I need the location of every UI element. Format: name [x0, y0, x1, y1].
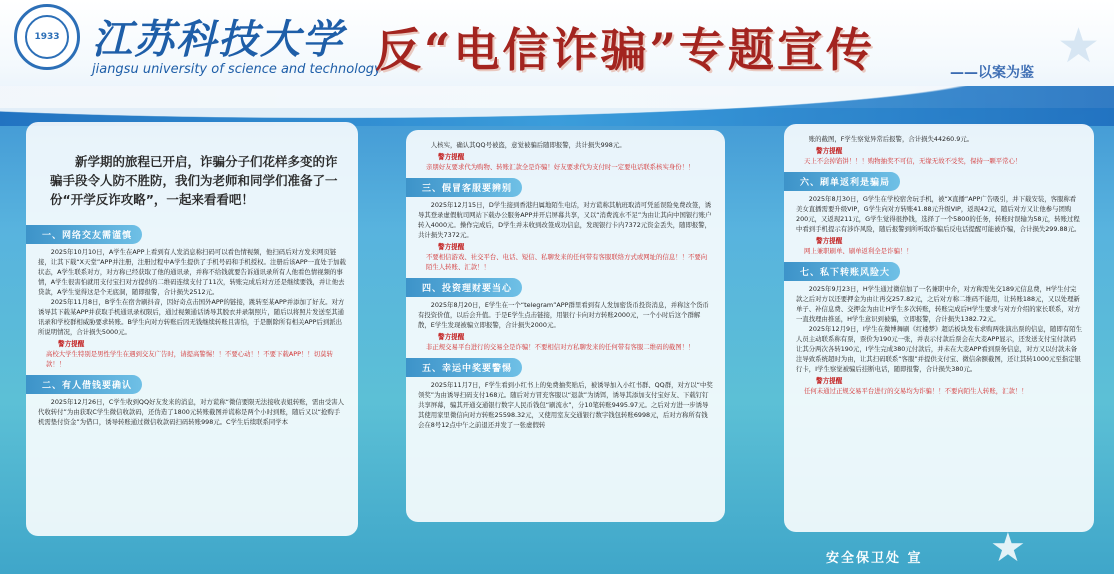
case-text: 2025年8月20日，E学生在一个“telegram”APP群里看到有人发加密货币投资消息，并称这个货币有投资价值，以后会升值。于是E学生点击链接，用银行卡向对方转账2000元，一个小时后这个群解散，E学生发现被骗立即报警，合计损失2000元。 [418, 301, 710, 329]
police-reminder-heading: 警方提醒 [816, 237, 843, 245]
logo-year: 1933 [34, 32, 60, 42]
header-wave [0, 86, 1114, 126]
page-title: 反“电信诈骗”专题宣传 [375, 23, 875, 77]
section-heading-3: 三、假冒客服要辨别 [406, 178, 522, 197]
case-text: 2025年10月10日，A学生在APP上看到有人发消息称扫码可以看色情视频，他扫码后对方发来网页链接，让其下载“X天堂”APP并注册，注册过程中A学生提供了手机号码和手机授权。注册后该APP一直处于加载状态，A学生联系对方，对方称已经获取了他的通讯录，并称不给钱就要告诉通讯录所有人他看色情视频的事情，A学生很害怕就用支付宝扫对方提供的二维码连续支付了11次，转账完成后对方还是继续要钱，并让他去贷款，A学生觉得这是个无底洞，随即报警，合计损失2512元。 [38, 248, 346, 296]
footer-organization: 安全保卫处 宣 [826, 551, 923, 566]
section-heading-2: 二、有人借钱要确认 [26, 375, 142, 394]
case-text: 2025年11月7日，F学生看到小红书上的免费抽奖贴后，被诱导加入小红书群、QQ群，对方以“中奖领奖”为由诱导扫码支付168元。随后对方冒充客服以“退款”为诱饵，诱导其添加支付宝好友、下载钉钉共享屏幕，骗其开通交通银行数字人民币钱包“刷流水”，分10笔转账9495.97元。之后对方进一步诱导其使用家里微信向对方转账25598.32元，又使用室友交通银行数字钱包转账6998元，后对方称所有钱会在8号12点中午之前退还并发了一张虚假转 [418, 381, 713, 429]
section-heading-7: 七、私下转账风险大 [784, 262, 900, 281]
university-logo-icon [14, 4, 80, 70]
police-reminder-text: 任何未通过正规交易平台进行的交易均为诈骗！！不要向陌生人转账，汇款！！ [804, 387, 1028, 395]
section-heading-4: 四、投资理财要当心 [406, 278, 522, 297]
section-heading-1: 一、网络交友需谨慎 [26, 225, 142, 244]
panel-middle [406, 130, 725, 522]
police-reminder-heading: 警方提醒 [816, 377, 843, 385]
case-text: 2025年12月15日，D学生接到香港归属地陌生电话，对方谎称其航班取消可凭延误险免费改签，诱导其登录虚假航司网站下载办公服务APP并开启屏幕共享，又以“消费流水不足”为由让其向中国银行账户转入4000元。操作完成后，D学生并未收到改签成功信息，发现银行卡内7372元资金丢失，随即报警，共计损失7372元。 [418, 201, 712, 239]
case-text: 2025年9月23日，H学生通过微信加了一名兼职中介，对方称需先交189元信息费，H学生付完款之后对方以还要押金为由让再交257.82元，之后对方称二维码不能用，让转账188元，又以处理新单子、补信息费、交押金为由让H学生多次转账，转账完成后H学生要求与对方介绍的家长联系，对方一直找理由推延，H学生意识到被骗，立即报警，合计损失1382.72元。 [796, 285, 1081, 323]
panel-right [784, 124, 1094, 532]
police-reminder-text: 亲朋好友要求代为购物、转账汇款全是诈骗！好友要求代为支付时一定要电话联系核实身份！！ [426, 163, 695, 171]
star-icon: ★ [1056, 18, 1100, 74]
case-text: 2025年12月9日，I学生在微博舞刷《红楼梦》超话板块发布求购两张演出票的信息，随即有陌生人员主动联系称有票，票价为190元一张，并表示付款后票会在大麦APP显示，还发送支付宝付款码让其分两次各转190元，I学生完成380元付款后，并未在大麦APP看到票务信息，对方又以付款未备注导致系统超时为由，让其扫码联系“客服”并提供支付宝、微信余额截图，还让其转1000元至指定银行卡，I学生察觉被骗后挂断电话，随即报警，合计损失380元。 [796, 325, 1082, 373]
university-name-cn: 江苏科技大学 [92, 16, 344, 63]
panel-left [26, 122, 358, 536]
case-text: 2025年12月26日，C学生收到QQ好友发来的消息，对方谎称“微信要限无法接收表姐转账，需由受害人代收转付”为由获取C学生微信收款码，还伪造了1800元转账截图并谎称是两个小时到账，随后又以“抢购手机需垫付资金”为借口，诱导转账通过微信收款码扫码转账998元。C学生后续联系同学本 [38, 398, 344, 426]
case-text: 2025年11月8日，B学生在宿舍刷抖音，因好奇点击国外APP的链接，跳转至某APP并添加了好友。对方诱导其下载某APP并获取手机通讯录权限后，通过视频通话诱导其脱衣并录制照片，随后以将照片发送至其通讯录和学校群相威胁要求转账。B学生向对方转账后因无钱继续转账且害怕，于是删除所有相关APP后到派出所说明情况，合计损失5000元。 [38, 298, 345, 336]
section-heading-6: 六、刷单返利是骗局 [784, 172, 900, 191]
section-heading-5: 五、幸运中奖要警惕 [406, 358, 522, 377]
star-icon: ★ [990, 525, 1026, 571]
police-reminder-text: 非正规交易平台进行的交易全是诈骗！不要相信对方私聊发来的任何带有客服二维码的截图！！ [426, 343, 695, 351]
police-reminder-text: 天上不会掉馅饼！！！购物抽奖不可信，无缘无故不受奖，保持一颗平常心！ [804, 157, 1022, 165]
police-reminder-heading: 警方提醒 [58, 340, 85, 348]
intro-text: 新学期的旅程已开启，诈骗分子们花样多变的诈骗手段令人防不胜防，我们为老师和同学们准备了一份“开学反诈攻略”，一起来看看吧！ [50, 154, 338, 207]
university-name-en: jiangsu university of science and technology [92, 62, 382, 77]
police-reminder-heading: 警方提醒 [816, 147, 843, 155]
case-text: 人核实，确认其QQ号被盗，意觉被骗后随即报警，共计损失998元。 [430, 141, 626, 149]
page-subtitle: ——以案为鉴 [950, 65, 1034, 81]
police-reminder-text: 不要相信游戏、社交平台、电话、短信、私聊发来的任何带有客服联络方式或网址的信息！！不要向陌生人转账、汇款！！ [426, 253, 708, 271]
police-reminder-heading: 警方提醒 [438, 333, 465, 341]
police-reminder-text: 高校大学生特别是男性学生在遇到交友广告时，请提高警惕！！不要心动！！不要下载APP！！切莫转款！！ [46, 350, 333, 368]
logo-inner-ring [25, 15, 69, 59]
police-reminder-heading: 警方提醒 [438, 153, 465, 161]
police-reminder-heading: 警方提醒 [438, 243, 465, 251]
case-text: 账的截图，F学生察觉异常后报警，合计损失44260.9元。 [808, 135, 974, 143]
police-reminder-text: 网上兼职刷单、刷单返利全是诈骗！！ [804, 247, 913, 255]
case-text: 2025年8月30日，G学生在学校宿舍玩手机，被“X直播”APP广告吸引，并下载安装，客服称看美女直播需要升级VIP，G学生向对方转账41.88元升级VIP，返现42元，随后对方又让他参与团购200元，又返现211元，G学生觉得很挣钱，选择了一个5800的任务，转账时误输为58元，转账过程中看到手机提示有涉诈风险，随后报警到所听取诈骗后反电话提醒可能被诈骗，合计损失299.88元。 [796, 195, 1081, 233]
